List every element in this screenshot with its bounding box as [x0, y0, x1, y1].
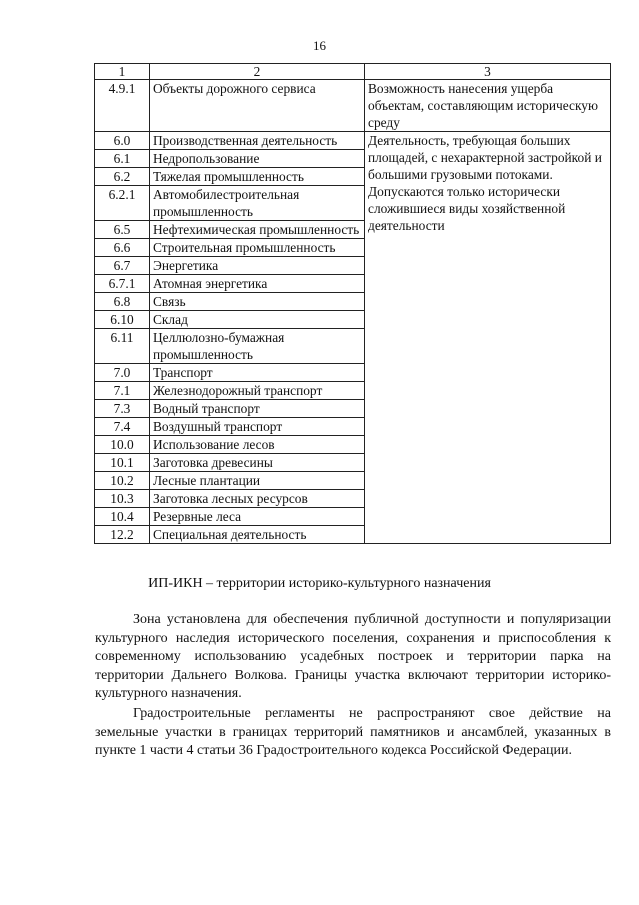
use-code: 10.0 — [95, 436, 150, 454]
use-description: Железнодорожный транспорт — [150, 382, 365, 400]
use-description: Воздушный транспорт — [150, 418, 365, 436]
remark-cell: Деятельность, требующая больших площадей, с нехарактерной застройкой и большими грузовыми потоками. Допускаются только исторически сложившиеся виды хозяйственной деятельности — [365, 132, 611, 544]
use-code: 7.0 — [95, 364, 150, 382]
use-description: Резервные леса — [150, 508, 365, 526]
column-header: 1 — [95, 64, 150, 80]
use-description: Использование лесов — [150, 436, 365, 454]
use-description: Атомная энергетика — [150, 275, 365, 293]
zone-heading: ИП-ИКН – территории историко-культурного назначения — [148, 576, 491, 591]
use-description: Тяжелая промышленность — [150, 168, 365, 186]
use-description: Водный транспорт — [150, 400, 365, 418]
use-description: Заготовка лесных ресурсов — [150, 490, 365, 508]
use-description: Заготовка древесины — [150, 454, 365, 472]
use-code: 10.3 — [95, 490, 150, 508]
use-description: Строительная промышленность — [150, 239, 365, 257]
column-header: 3 — [365, 64, 611, 80]
use-code: 6.2.1 — [95, 186, 150, 221]
use-code: 4.9.1 — [95, 80, 150, 132]
table-header-row — [95, 64, 611, 80]
use-code: 10.1 — [95, 454, 150, 472]
use-description: Объекты дорожного сервиса — [150, 80, 365, 132]
use-code: 6.2 — [95, 168, 150, 186]
use-description: Энергетика — [150, 257, 365, 275]
table-row — [95, 132, 611, 150]
use-code: 6.1 — [95, 150, 150, 168]
page-number: 16 — [313, 38, 326, 53]
use-code: 12.2 — [95, 526, 150, 544]
use-description: Целлюлозно-бумажная промышленность — [150, 329, 365, 364]
land-use-table — [94, 63, 611, 544]
use-description: Нефтехимическая промышленность — [150, 221, 365, 239]
use-code: 7.3 — [95, 400, 150, 418]
paragraph: Градостроительные регламенты не распространяют свое действие на земельные участки в границах территорий памятников и ансамблей, указанных в пункте 1 части 4 статьи 36 Градостроительного кодекса Российской Федерации. — [95, 706, 611, 758]
use-code: 6.0 — [95, 132, 150, 150]
table-row — [95, 80, 611, 132]
use-description: Связь — [150, 293, 365, 311]
use-code: 10.2 — [95, 472, 150, 490]
column-header: 2 — [150, 64, 365, 80]
use-code: 6.5 — [95, 221, 150, 239]
use-description: Специальная деятельность — [150, 526, 365, 544]
use-description: Автомобилестроительная промышленность — [150, 186, 365, 221]
use-code: 6.10 — [95, 311, 150, 329]
use-code: 6.11 — [95, 329, 150, 364]
use-code: 6.8 — [95, 293, 150, 311]
use-code: 10.4 — [95, 508, 150, 526]
remark-cell: Возможность нанесения ущерба объектам, составляющим историческую среду — [365, 80, 611, 132]
use-description: Производственная деятельность — [150, 132, 365, 150]
paragraph: Зона установлена для обеспечения публичной доступности и популяризации культурного наследия исторического поселения, сохранения и приспособления к современному использованию усадебных построек и территории парка на территории Дальнего Волкова. Границы участка включают территории историко-культурного назначения. — [95, 612, 611, 701]
use-description: Транспорт — [150, 364, 365, 382]
use-code: 6.7 — [95, 257, 150, 275]
use-description: Лесные плантации — [150, 472, 365, 490]
use-code: 7.1 — [95, 382, 150, 400]
use-code: 7.4 — [95, 418, 150, 436]
use-description: Склад — [150, 311, 365, 329]
use-code: 6.7.1 — [95, 275, 150, 293]
use-description: Недропользование — [150, 150, 365, 168]
use-code: 6.6 — [95, 239, 150, 257]
